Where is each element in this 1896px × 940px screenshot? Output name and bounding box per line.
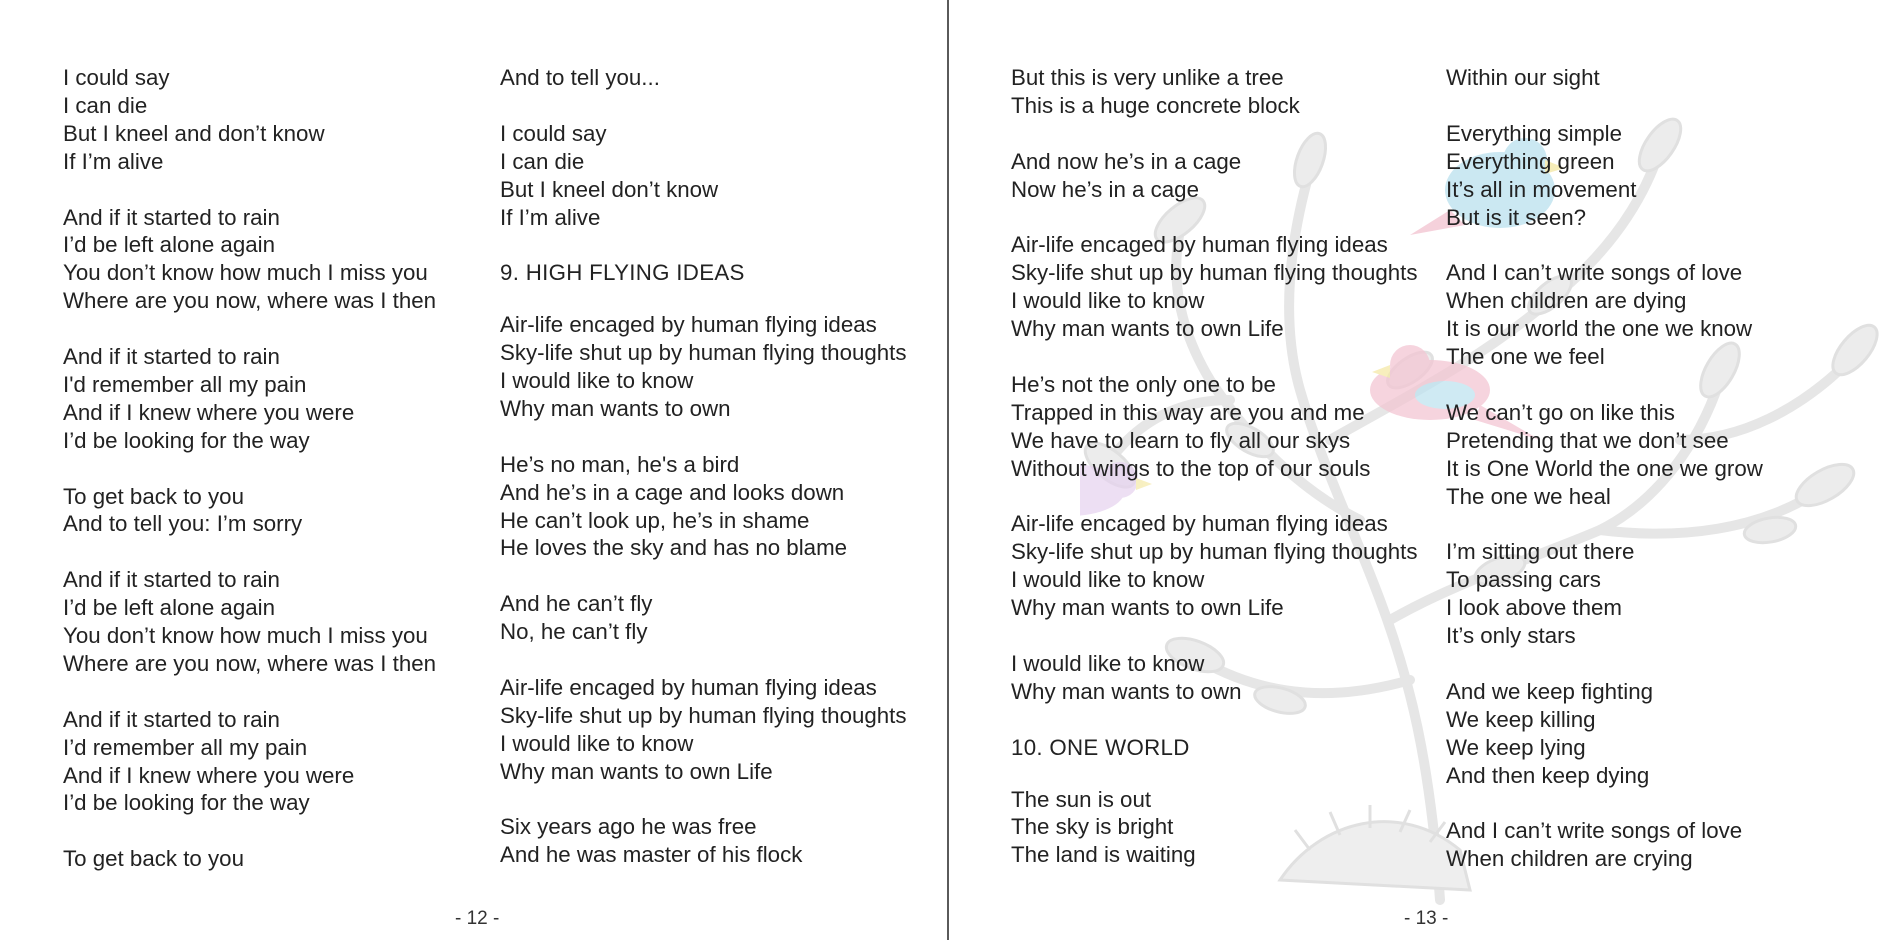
lyric-line: Why man wants to own Life [500, 758, 773, 784]
lyric-line: You don’t know how much I miss you [63, 623, 428, 649]
lyric-line: When children are crying [1446, 846, 1693, 872]
lyric-line: I’d remember all my pain [63, 734, 308, 760]
lyric-line: Air-life encaged by human flying ideas [1011, 511, 1388, 537]
lyric-line: But I kneel and don’t know [63, 120, 325, 146]
lyric-line: The one we heal [1446, 483, 1611, 509]
lyric-line: And he’s in a cage and looks down [500, 479, 845, 505]
lyrics-high-flying-ideas-end [1011, 64, 1418, 706]
lyric-line: I could say [63, 65, 170, 90]
lyric-line: I look above them [1446, 595, 1623, 621]
lyrics-column-right-1 [1011, 64, 1418, 869]
lyric-line: The sun is out [1011, 786, 1152, 812]
stanza [500, 451, 907, 563]
stanza [1011, 510, 1418, 622]
stanza [500, 590, 907, 646]
stanza [1446, 399, 1763, 511]
lyrics-continuation [500, 64, 907, 231]
page-number-12: - 12 - [455, 908, 500, 929]
lyric-line: To get back to you [63, 846, 244, 872]
lyric-line: I’m sitting out there [1446, 539, 1635, 565]
lyric-line: And if it started to rain [63, 567, 280, 593]
lyric-line: And he was master of his flock [500, 842, 803, 868]
lyric-line: I could say [500, 120, 607, 146]
lyric-line: Now he’s in a cage [1011, 176, 1199, 202]
lyric-line: I can die [63, 92, 148, 118]
lyric-line: It’s all in movement [1446, 176, 1637, 202]
lyric-line: And to tell you: I’m sorry [63, 511, 303, 537]
lyric-line: It’s only stars [1446, 623, 1576, 649]
lyric-line: You don’t know how much I miss you [63, 260, 428, 286]
lyric-line: And I can’t write songs of love [1446, 818, 1743, 844]
lyric-line: We can’t go on like this [1446, 399, 1675, 425]
lyric-line: But I kneel don’t know [500, 176, 719, 202]
lyric-line: This is a huge concrete block [1011, 92, 1300, 118]
lyric-line: If I’m alive [500, 204, 601, 230]
lyric-line: And I can’t write songs of love [1446, 260, 1743, 286]
lyric-line: If I’m alive [63, 148, 164, 174]
lyric-line: Why man wants to own [500, 395, 731, 421]
stanza [500, 311, 907, 423]
lyric-line: And then keep dying [1446, 762, 1650, 788]
lyric-line: Six years ago he was free [500, 814, 757, 840]
lyric-line: I’d be looking for the way [63, 790, 310, 816]
lyric-line: Sky-life shut up by human flying thoughts [1011, 260, 1418, 286]
lyric-line: I would like to know [1011, 288, 1205, 314]
lyric-line: And if I knew where you were [63, 399, 355, 425]
stanza [1446, 817, 1763, 873]
lyric-line: And now he’s in a cage [1011, 148, 1242, 174]
lyric-line: Air-life encaged by human flying ideas [500, 674, 877, 700]
stanza [63, 343, 436, 455]
lyric-line: Air-life encaged by human flying ideas [1011, 232, 1388, 258]
lyric-line: To passing cars [1446, 567, 1601, 593]
stanza [63, 566, 436, 678]
lyric-line: I would like to know [1011, 650, 1205, 676]
lyric-line: We keep killing [1446, 706, 1596, 732]
lyrics-high-flying-ideas [500, 311, 907, 869]
lyric-line: I would like to know [500, 368, 694, 394]
lyric-line: And if I knew where you were [63, 762, 355, 788]
page-number-13: - 13 - [1404, 908, 1449, 929]
lyric-line: Without wings to the top of our souls [1011, 455, 1371, 481]
lyric-line: But this is very unlike a tree [1011, 65, 1284, 90]
lyric-line: The land is waiting [1011, 842, 1196, 868]
lyric-line: Why man wants to own Life [1011, 595, 1284, 621]
lyric-line: I would like to know [500, 730, 694, 756]
stanza [1446, 678, 1763, 790]
stanza [1011, 786, 1418, 870]
stanza [63, 706, 436, 818]
lyric-line: He loves the sky and has no blame [500, 535, 848, 561]
lyric-line: And if it started to rain [63, 706, 280, 732]
lyric-line: I’d be left alone again [63, 595, 275, 621]
stanza [1446, 538, 1763, 650]
lyric-line: And he can’t fly [500, 591, 653, 617]
lyric-line: When children are dying [1446, 288, 1687, 314]
tree-leaf [1790, 456, 1860, 514]
lyric-line: Where are you now, where was I then [63, 288, 437, 314]
lyric-line: Within our sight [1446, 65, 1600, 90]
lyric-line: Sky-life shut up by human flying thoughts [1011, 539, 1418, 565]
stanza [500, 64, 907, 92]
lyric-line: I'd remember all my pain [63, 371, 307, 397]
lyrics-column-left-1 [63, 64, 436, 873]
stanza [63, 483, 436, 539]
lyrics-one-world [1011, 786, 1418, 870]
stanza [1446, 259, 1763, 371]
song-title-high-flying-ideas: 9. HIGH FLYING IDEAS [500, 260, 745, 286]
lyrics-column-left-2 [500, 64, 907, 869]
stanza [500, 674, 907, 786]
lyric-line: I can die [500, 148, 585, 174]
lyric-line: And to tell you... [500, 65, 660, 90]
stanza [1446, 120, 1763, 232]
stanza [1446, 64, 1763, 92]
lyric-line: We have to learn to fly all our skys [1011, 427, 1351, 453]
lyric-line: No, he can’t fly [500, 619, 648, 645]
song-title-one-world: 10. ONE WORLD [1011, 734, 1190, 760]
lyric-line: The sky is bright [1011, 814, 1174, 840]
lyric-line: The one we feel [1446, 344, 1605, 370]
lyric-line: Why man wants to own [1011, 678, 1242, 704]
stanza [500, 120, 907, 232]
lyric-line: And if it started to rain [63, 344, 280, 370]
stanza [1011, 231, 1418, 343]
lyric-line: He can’t look up, he’s in shame [500, 507, 810, 533]
stanza [1011, 64, 1418, 120]
lyric-line: Why man wants to own Life [1011, 316, 1284, 342]
stanza [1011, 148, 1418, 204]
lyric-line: Where are you now, where was I then [63, 650, 437, 676]
stanza [1011, 650, 1418, 706]
lyric-line: Sky-life shut up by human flying thoughts [500, 340, 907, 366]
stanza [63, 845, 436, 873]
lyric-line: He’s not the only one to be [1011, 371, 1276, 397]
lyric-line: I’d be left alone again [63, 232, 275, 258]
lyric-line: I’d be looking for the way [63, 427, 310, 453]
lyric-line: Pretending that we don’t see [1446, 427, 1729, 453]
tree-leaf [1825, 318, 1885, 382]
lyric-line: To get back to you [63, 483, 244, 509]
lyric-line: Sky-life shut up by human flying thoughts [500, 702, 907, 728]
lyric-line: Everything simple [1446, 120, 1622, 146]
lyric-line: And if it started to rain [63, 204, 280, 230]
lyric-line: Everything green [1446, 148, 1615, 174]
lyric-line: Air-life encaged by human flying ideas [500, 312, 877, 338]
lyric-line: It is our world the one we know [1446, 316, 1753, 342]
stanza [63, 64, 436, 176]
lyric-line: He’s no man, he's a bird [500, 451, 740, 477]
lyric-line: It is One World the one we grow [1446, 455, 1763, 481]
lyrics-column-right-2 [1446, 64, 1763, 873]
lyric-line: Trapped in this way are you and me [1011, 399, 1365, 425]
lyric-line: And we keep fighting [1446, 678, 1654, 704]
stanza [500, 813, 907, 869]
stanza [1011, 371, 1418, 483]
lyric-line: I would like to know [1011, 567, 1205, 593]
lyric-line: We keep lying [1446, 734, 1586, 760]
stanza [63, 204, 436, 316]
lyric-line: But is it seen? [1446, 204, 1587, 230]
